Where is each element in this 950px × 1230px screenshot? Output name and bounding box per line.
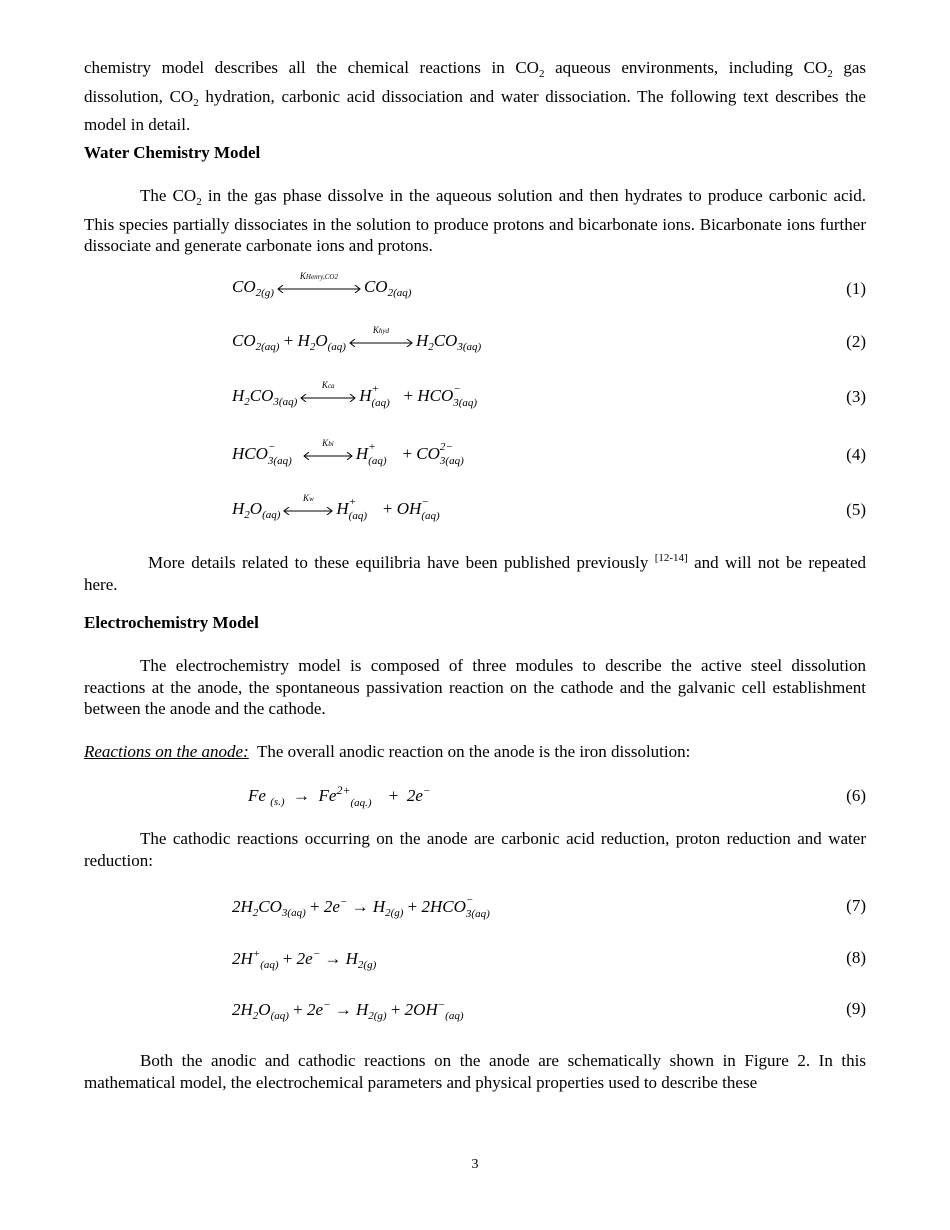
equilibrium-arrow-icon: Kca (299, 390, 357, 404)
equation-3-number: (3) (846, 387, 866, 406)
electrochemistry-heading: Electrochemistry Model (84, 613, 259, 632)
equation-5-number: (5) (846, 500, 866, 519)
equilibrium-arrow-icon: Kbi (302, 448, 354, 462)
equation-1: $CO_{2(g)}$ KHenry,CO2 $CO_{2(aq)}$ (232, 271, 412, 299)
water-chemistry-paragraph: The $CO_2$ in the gas phase dissolve in the aqueous solution and then hydrates to produce carbonic acid. This species partially dissociates in the solution to produce protons and bicarbonate ions. Bicarbonate ions further dissociate and generate carbonate ions and protons. (84, 186, 867, 255)
intro-paragraph: chemistry model describes all the chemical reactions in $CO_2$ aqueous environments, including $CO_2$ gas dissolution, $CO_2$ hydration, carbonic acid dissociation and water dissociation. The following text describes the model in detail. (84, 58, 867, 134)
page-number: 3 (471, 1157, 479, 1172)
equation-7: $2H_2CO_{3(aq)} + 2e^- \to H_{2(g)} + 2HCO$ − 3(aq) (232, 894, 490, 921)
equation-7-number: (7) (846, 896, 866, 915)
equation-9-number: (9) (846, 999, 866, 1018)
electrochemistry-paragraph: The electrochemistry model is composed of three modules to describe the active steel dissolution reactions at the anode, the spontaneous passivation reaction on the cathode and the galvanic cell establishment between the anode and the cathode. (84, 656, 866, 718)
equation-6: Fe $_{(s.)}$ → Fe 2+ (aq.) + 2e− (248, 783, 431, 810)
equation-6-number: (6) (846, 786, 866, 805)
equation-8: $2H^+_{(aq)} + 2e^- \to H_{2(g)}$ (232, 948, 377, 971)
equilibrium-arrow-icon: Khyd (348, 335, 414, 349)
equation-3: $H_2CO_{3(aq)}$ Kca H + (aq) + HCO − 3(aq) (232, 380, 478, 410)
equation-1-number: (1) (846, 279, 866, 298)
anode-paragraph: Reactions on the anode: The overall anodic reaction on the anode is the iron dissolution: (84, 742, 691, 761)
equation-4: HCO − 3(aq) Kbi H + (aq) + CO 2− 3(aq) (232, 438, 464, 468)
equilibrium-arrow-icon: Kw (282, 503, 334, 517)
equation-4-number: (4) (846, 445, 866, 464)
water-chemistry-heading: Water Chemistry Model (84, 143, 261, 162)
equilibrium-arrow-icon: KHenry,CO2 (276, 281, 362, 295)
equation-2: $CO_{2(aq)} + H_2O_{(aq)}$ Khyd $H_2CO_{3(aq)}$ (232, 325, 482, 353)
cathodic-paragraph: The cathodic reactions occurring on the anode are carbonic acid reduction, proton reduction and water reduction: (84, 829, 866, 870)
final-paragraph: Both the anodic and cathodic reactions on the anode are schematically shown in Figure 2. In this mathematical model, the electrochemical parameters and physical properties used to describe these (84, 1051, 866, 1092)
citation-ref: [12-14] (654, 552, 688, 564)
anode-subheading: Reactions on the anode: (84, 742, 249, 761)
equation-8-number: (8) (846, 948, 866, 967)
equation-2-number: (2) (846, 332, 866, 351)
equation-9: $2H_2O_{(aq)} + 2e^- \to H_{2(g)} + 2OH^-_{(aq)}$ (232, 999, 464, 1022)
details-paragraph: More details related to these equilibria have been published previously [12-14] and will not be repeated here. (84, 552, 867, 594)
equation-5: $H_2O_{(aq)}$ Kw H + (aq) + OH − (aq) (232, 493, 440, 523)
